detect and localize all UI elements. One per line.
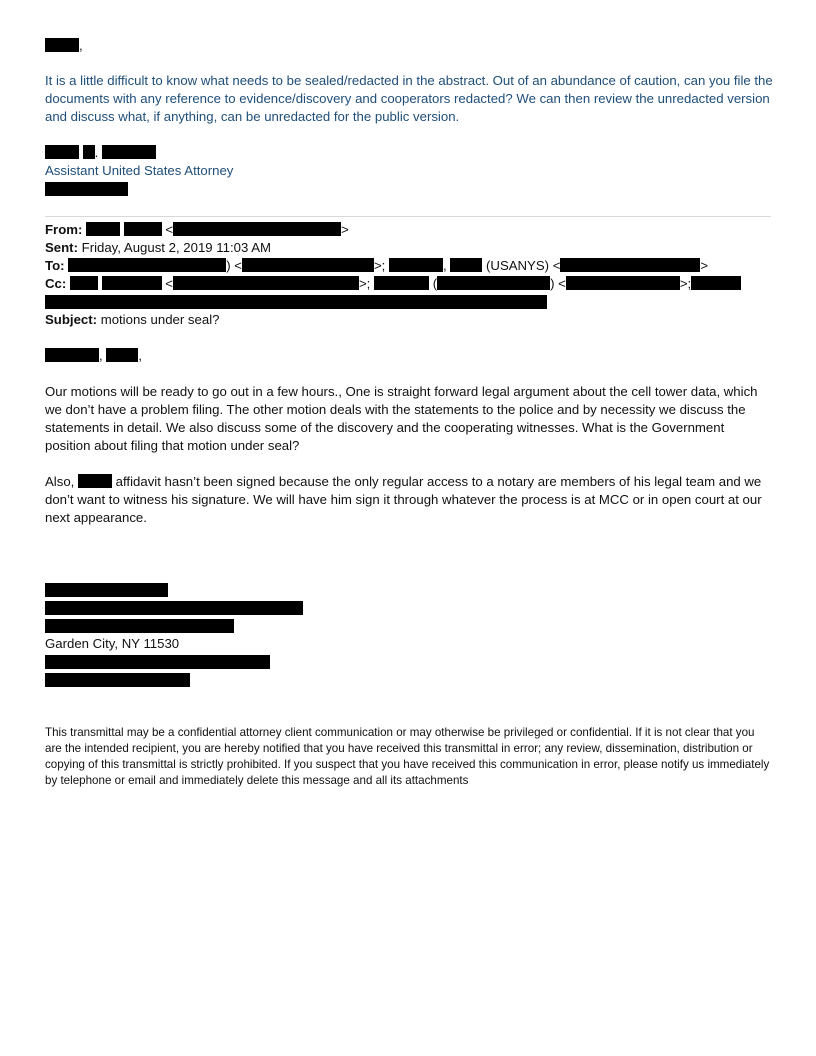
- redaction-block: [691, 276, 741, 290]
- sent-value: Friday, August 2, 2019 11:03 AM: [81, 240, 272, 255]
- redaction-block: [242, 258, 374, 272]
- cc-sep-5: >;: [679, 276, 692, 291]
- reply-signature-name: [45, 144, 156, 162]
- original-paragraph-2: [45, 473, 773, 527]
- redaction-block: [83, 145, 95, 159]
- redaction-block: [124, 222, 162, 236]
- cc-label: Cc:: [45, 276, 67, 291]
- header-divider: [45, 216, 771, 217]
- to-sep-1: ) <: [226, 258, 242, 273]
- redaction-block: [45, 348, 99, 362]
- to-sep-3: ,: [443, 258, 447, 273]
- redaction-block: [45, 583, 168, 597]
- redaction-block: [560, 258, 700, 272]
- reply-signature-title: Assistant United States Attorney: [45, 163, 234, 178]
- subject-label: Subject:: [45, 312, 98, 327]
- to-label: To:: [45, 258, 65, 273]
- salutation-end: ,: [138, 348, 143, 363]
- header-sent: [45, 239, 271, 257]
- redaction-block: [102, 276, 162, 290]
- reply-body: It is a little difficult to know what needs to be sealed/redacted in the abstract. Out of an abundance of caution, can you file the documents with any reference to evidence/discovery and cooperators redacted? We can then review the unredacted version and discuss what, if anything, can be unredacted for the public version.: [45, 73, 773, 124]
- to-sep-5: >: [700, 258, 709, 273]
- redaction-block: [450, 258, 482, 272]
- redaction-block: [106, 348, 138, 362]
- redaction-block: [45, 38, 79, 52]
- redaction-block: [45, 673, 190, 687]
- cc-sep-2: >;: [358, 276, 371, 291]
- redaction-block: [45, 182, 128, 196]
- reply-greeting: [45, 37, 83, 55]
- to-sep-4: (USANYS) <: [486, 258, 561, 273]
- redaction-block: [45, 655, 270, 669]
- redaction-block: [566, 276, 680, 290]
- para2-start: Also,: [45, 474, 75, 489]
- to-sep-2: >;: [373, 258, 386, 273]
- redaction-block: [173, 276, 359, 290]
- subject-value: motions under seal?: [100, 312, 220, 327]
- header-cc: [45, 275, 741, 293]
- from-lt: <: [165, 222, 174, 237]
- para2-rest: affidavit hasn’t been signed because the only regular access to a notary are members of his legal team and we don’t want to witness his signature. We will have him sign it through whatever the process is at MCC or in open court at our next appearance.: [45, 474, 762, 525]
- sent-label: Sent:: [45, 240, 78, 255]
- from-gt: >: [341, 222, 349, 237]
- greeting-comma: ,: [79, 38, 83, 53]
- salutation-sep: ,: [99, 348, 103, 363]
- original-paragraph-1: Our motions will be ready to go out in a few hours., One is straight forward legal argument about the cell tower data, which we don’t have a problem filing. The other motion deals with the statements to the police and by necessity we discuss the statements in detail. We also discuss some of the discovery and the cooperating witnesses. What is the Government position about filing that motion under seal?: [45, 384, 758, 453]
- header-to: [45, 257, 708, 275]
- redaction-block: [68, 258, 226, 272]
- redaction-block: [45, 295, 547, 309]
- cc-sep-1: <: [165, 276, 173, 291]
- confidentiality-disclaimer: This transmittal may be a confidential attorney client communication or may otherwise be privileged or confidential. If it is not clear that you are the intended recipient, you are hereby notified that you have received this transmittal in error; any review, dissemination, distribution or copying of this transmittal is strictly prohibited. If you suspect that you have received this communication in error, please notify us immediately by telephone or email and immediately delete this message and all its attachments: [45, 726, 770, 787]
- original-salutation: [45, 347, 142, 365]
- redaction-block: [389, 258, 443, 272]
- redaction-block: [45, 145, 79, 159]
- redaction-block: [45, 601, 303, 615]
- redaction-block: [78, 474, 112, 488]
- redaction-block: [70, 276, 98, 290]
- redaction-block: [45, 619, 234, 633]
- cc-sep-4: ) <: [550, 276, 566, 291]
- redaction-block: [437, 276, 550, 290]
- redaction-block: [374, 276, 429, 290]
- signature-city: Garden City, NY 11530: [45, 636, 180, 651]
- redaction-block: [173, 222, 341, 236]
- from-label: From:: [45, 222, 83, 237]
- header-from: [45, 221, 349, 239]
- header-subject: [45, 311, 219, 329]
- redaction-block: [102, 145, 156, 159]
- redaction-block: [86, 222, 120, 236]
- cc-sep-3: (: [432, 276, 438, 291]
- signature-dot: .: [94, 145, 99, 160]
